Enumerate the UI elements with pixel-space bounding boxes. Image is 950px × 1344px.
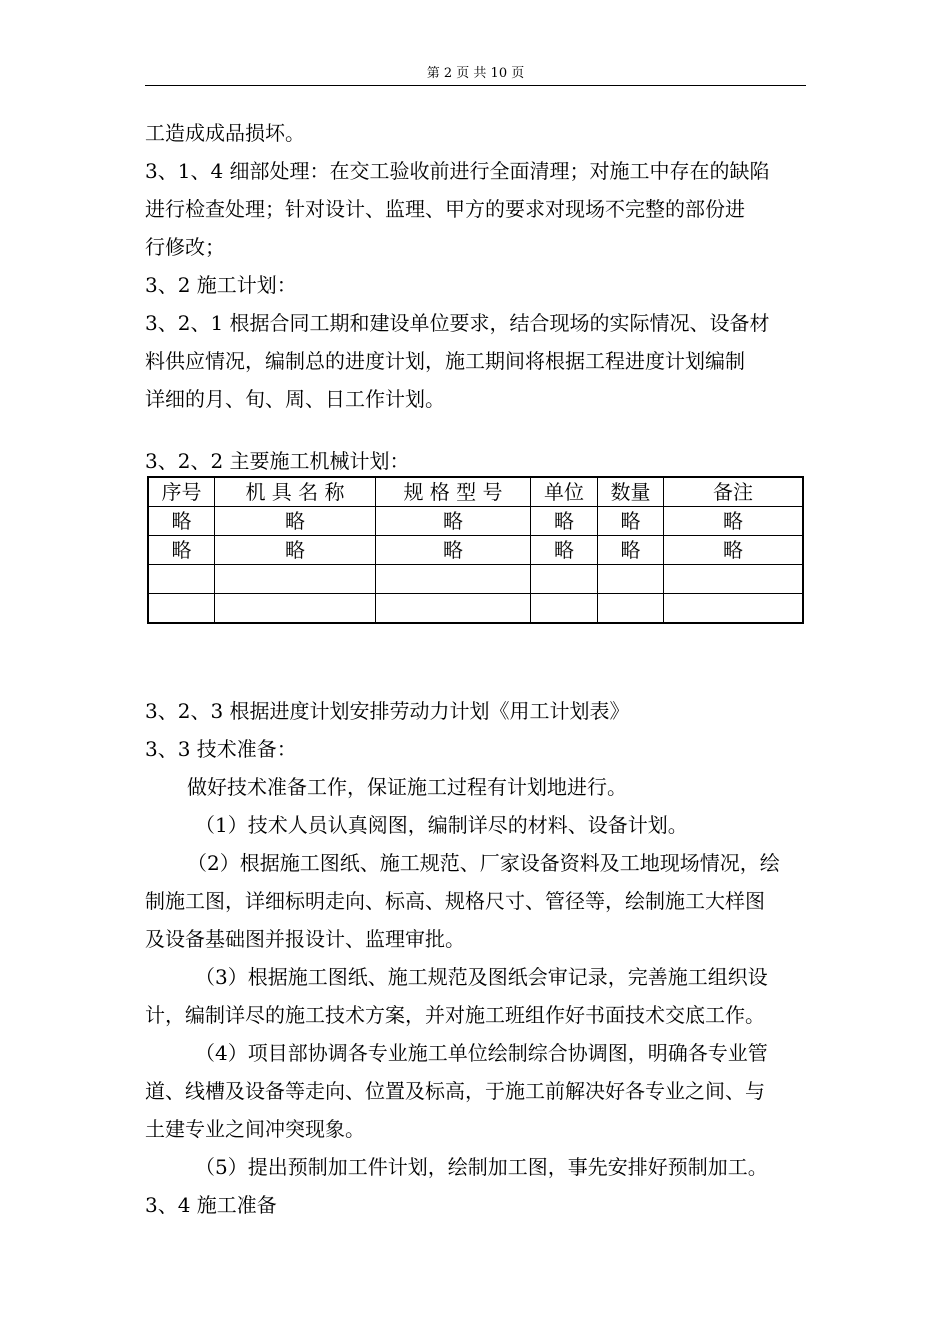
table-row-empty [148, 594, 803, 624]
table-cell [531, 594, 598, 624]
paragraph-line: 3、1、4 细部处理：在交工验收前进行全面清理；对施工中存在的缺陷 [145, 159, 770, 183]
paragraph-line: 3、2、3 根据进度计划安排劳动力计划《用工计划表》 [145, 699, 630, 723]
table-cell: 略 [531, 536, 598, 565]
table-cell: 略 [376, 507, 531, 536]
table-cell [148, 594, 215, 624]
list-item: （2）根据施工图纸、施工规范、厂家设备资料及工地现场情况，绘 [187, 851, 780, 875]
paragraph-line: 及设备基础图并报设计、监理审批。 [145, 927, 465, 951]
table-cell: 略 [598, 536, 664, 565]
table-cell [531, 565, 598, 594]
table-header-cell: 数量 [598, 477, 664, 507]
table-cell [664, 565, 804, 594]
header-rule [145, 85, 806, 86]
table-cell: 略 [664, 536, 804, 565]
table-cell [376, 565, 531, 594]
table-cell: 略 [664, 507, 804, 536]
table-cell [664, 594, 804, 624]
paragraph-line: 道、线槽及设备等走向、位置及标高，于施工前解决好各专业之间、与 [145, 1079, 765, 1103]
document-body [145, 114, 810, 1224]
table-row [148, 507, 803, 536]
table-cell [215, 594, 376, 624]
section-heading: 3、3 技术准备： [145, 737, 297, 761]
table-cell [215, 565, 376, 594]
section-heading: 3、2 施工计划： [145, 273, 297, 297]
table-header-row [148, 477, 803, 507]
table-cell [376, 594, 531, 624]
paragraph-line: 工造成成品损坏。 [145, 121, 305, 145]
paragraph-line: 做好技术准备工作，保证施工过程有计划地进行。 [187, 775, 627, 799]
list-item: （1）技术人员认真阅图，编制详尽的材料、设备计划。 [195, 813, 688, 837]
table-cell: 略 [215, 536, 376, 565]
paragraph-line: 3、2、1 根据合同工期和建设单位要求，结合现场的实际情况、设备材 [145, 311, 770, 335]
table-header-cell: 备注 [664, 477, 804, 507]
table-cell: 略 [598, 507, 664, 536]
table-header-cell: 规 格 型 号 [376, 477, 531, 507]
machinery-table [147, 476, 804, 624]
table-cell: 略 [148, 536, 215, 565]
spacer [145, 624, 810, 692]
paragraph-line: 计，编制详尽的施工技术方案，并对施工班组作好书面技术交底工作。 [145, 1003, 765, 1027]
list-item: （4）项目部协调各专业施工单位绘制综合协调图，明确各专业管 [195, 1041, 768, 1065]
table-title: 3、2、2 主要施工机械计划： [145, 449, 410, 473]
page-header: 第 2 页 共 10 页 [426, 66, 525, 81]
paragraph-line: 行修改； [145, 235, 225, 259]
table-cell: 略 [531, 507, 598, 536]
paragraph-line: 进行检查处理；针对设计、监理、甲方的要求对现场不完整的部份进 [145, 197, 745, 221]
table-cell: 略 [215, 507, 376, 536]
table-row-empty [148, 565, 803, 594]
table-header-cell: 机 具 名 称 [215, 477, 376, 507]
list-item: （5）提出预制加工件计划，绘制加工图，事先安排好预制加工。 [195, 1155, 768, 1179]
table-cell [598, 565, 664, 594]
table-cell [598, 594, 664, 624]
paragraph-line: 详细的月、旬、周、日工作计划。 [145, 387, 445, 411]
table-cell: 略 [148, 507, 215, 536]
spacer [145, 418, 810, 446]
table-cell: 略 [376, 536, 531, 565]
table-row [148, 536, 803, 565]
paragraph-line: 制施工图，详细标明走向、标高、规格尺寸、管径等，绘制施工大样图 [145, 889, 765, 913]
table-header-cell: 单位 [531, 477, 598, 507]
paragraph-line: 料供应情况，编制总的进度计划，施工期间将根据工程进度计划编制 [145, 349, 745, 373]
table-header-cell: 序号 [148, 477, 215, 507]
paragraph-line: 土建专业之间冲突现象。 [145, 1117, 365, 1141]
list-item: （3）根据施工图纸、施工规范及图纸会审记录，完善施工组织设 [195, 965, 768, 989]
table-cell [148, 565, 215, 594]
section-heading: 3、4 施工准备 [145, 1193, 277, 1217]
